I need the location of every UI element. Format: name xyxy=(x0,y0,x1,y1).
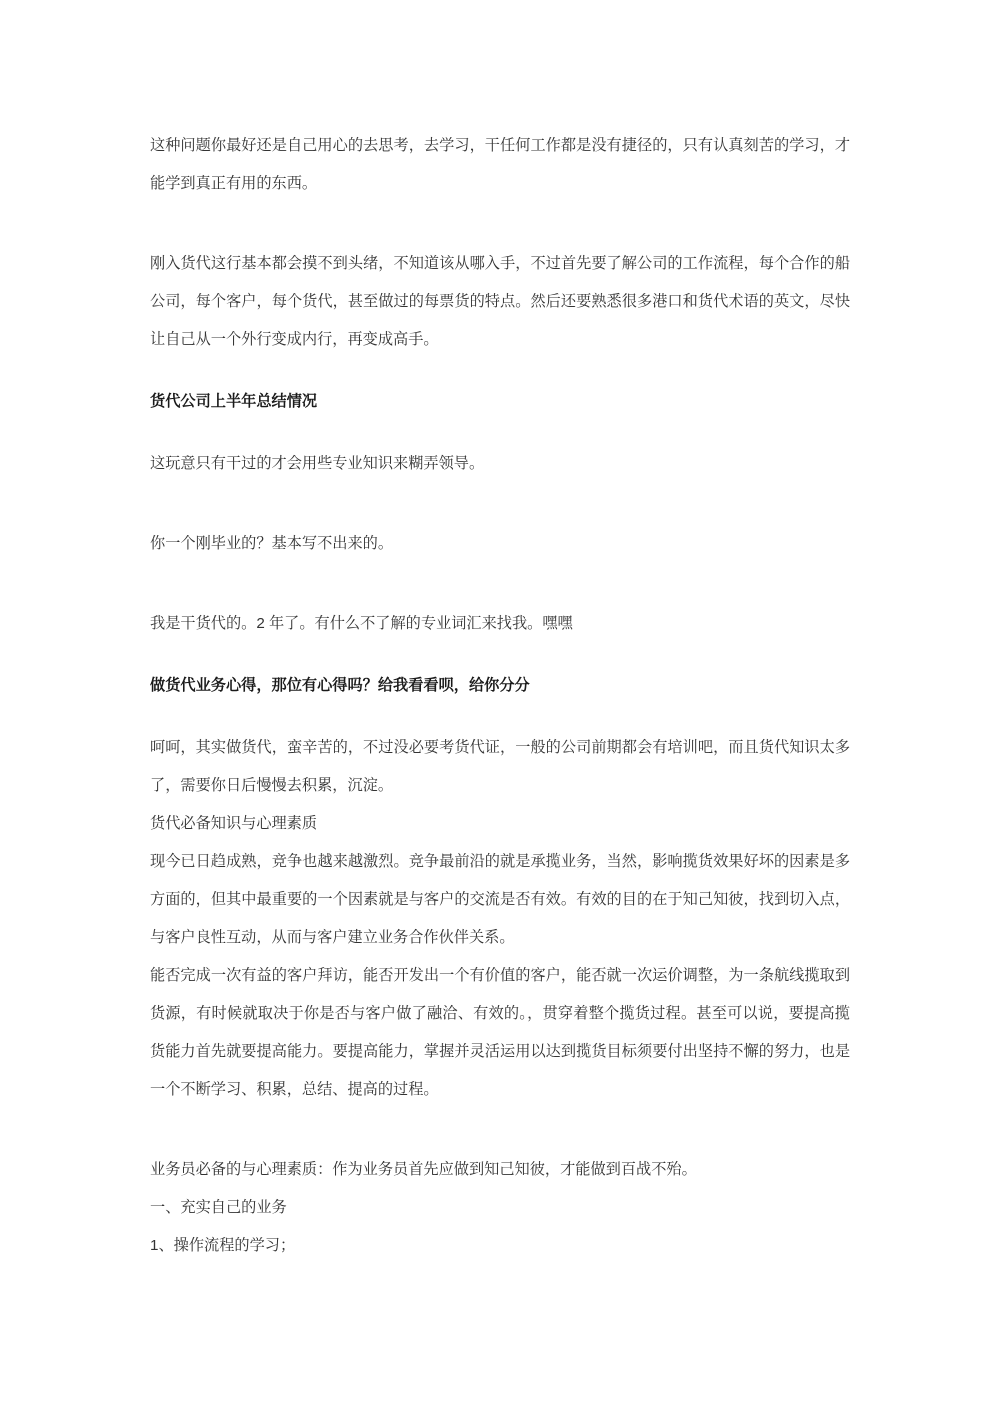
list-heading-enrich-business: 一、充实自己的业务 xyxy=(150,1199,287,1216)
paragraph-training-reply: 呵呵，其实做货代，蛮辛苦的，不过没必要考货代证，一般的公司前期都会有培训吧，而且货代知识太多了，需要你日后慢慢去积累，沉淀。 xyxy=(150,739,850,794)
paragraph-newcomer-guidance: 刚入货代这行基本都会摸不到头绪，不知道该从哪入手，不过首先要了解公司的工作流程，每个合作的船公司，每个客户，每个货代，甚至做过的每票货的特点。然后还要熟悉很多港口和货代术语的英文，尽快让自己从一个外行变成内行，再变成高手。 xyxy=(150,255,850,348)
document-body xyxy=(150,127,850,1265)
paragraph-experience-offer: 我是干货代的。2 年了。有什么不了解的专业词汇来找我。嘿嘿 xyxy=(150,615,573,632)
paragraph-competition-overview: 现今已日趋成熟，竞争也越来越激烈。竞争最前沿的就是承揽业务，当然，影响揽货效果好坏的因素是多方面的，但其中最重要的一个因素就是与客户的交流是否有效。有效的目的在于知己知彼，找到切入点，与客户良性互动，从而与客户建立业务合作伙伴关系。 xyxy=(150,853,850,946)
paragraph-summary-comment: 这玩意只有干过的才会用些专业知识来糊弄领导。 xyxy=(150,455,485,472)
heading-halfyear-summary: 货代公司上半年总结情况 xyxy=(150,393,318,410)
paragraph-customer-visit: 能否完成一次有益的客户拜访，能否开发出一个有价值的客户，能否就一次运价调整，为一条航线揽取到货源，有时候就取决于你是否与客户做了融洽、有效的。，贯穿着整个揽货过程。甚至可以说，要提高揽货能力首先就要提高能力。要提高能力，掌握并灵活运用以达到揽货目标须要付出坚持不懈的努力，也是一个不断学习、积累，总结、提高的过程。 xyxy=(150,967,850,1098)
list-item-operation-process: 1、操作流程的学习； xyxy=(150,1237,296,1254)
paragraph-study-advice: 这种问题你最好还是自己用心的去思考，去学习，干任何工作都是没有捷径的，只有认真刻苦的学习，才能学到真正有用的东西。 xyxy=(150,137,850,192)
paragraph-graduate-comment: 你一个刚毕业的？基本写不出来的。 xyxy=(150,535,393,552)
heading-business-tips-request: 做货代业务心得，那位有心得吗？给我看看呗，给你分分 xyxy=(150,677,530,694)
subheading-required-knowledge: 货代必备知识与心理素质 xyxy=(150,815,318,832)
paragraph-salesman-quality: 业务员必备的与心理素质：作为业务员首先应做到知己知彼，才能做到百战不殆。 xyxy=(150,1161,697,1178)
